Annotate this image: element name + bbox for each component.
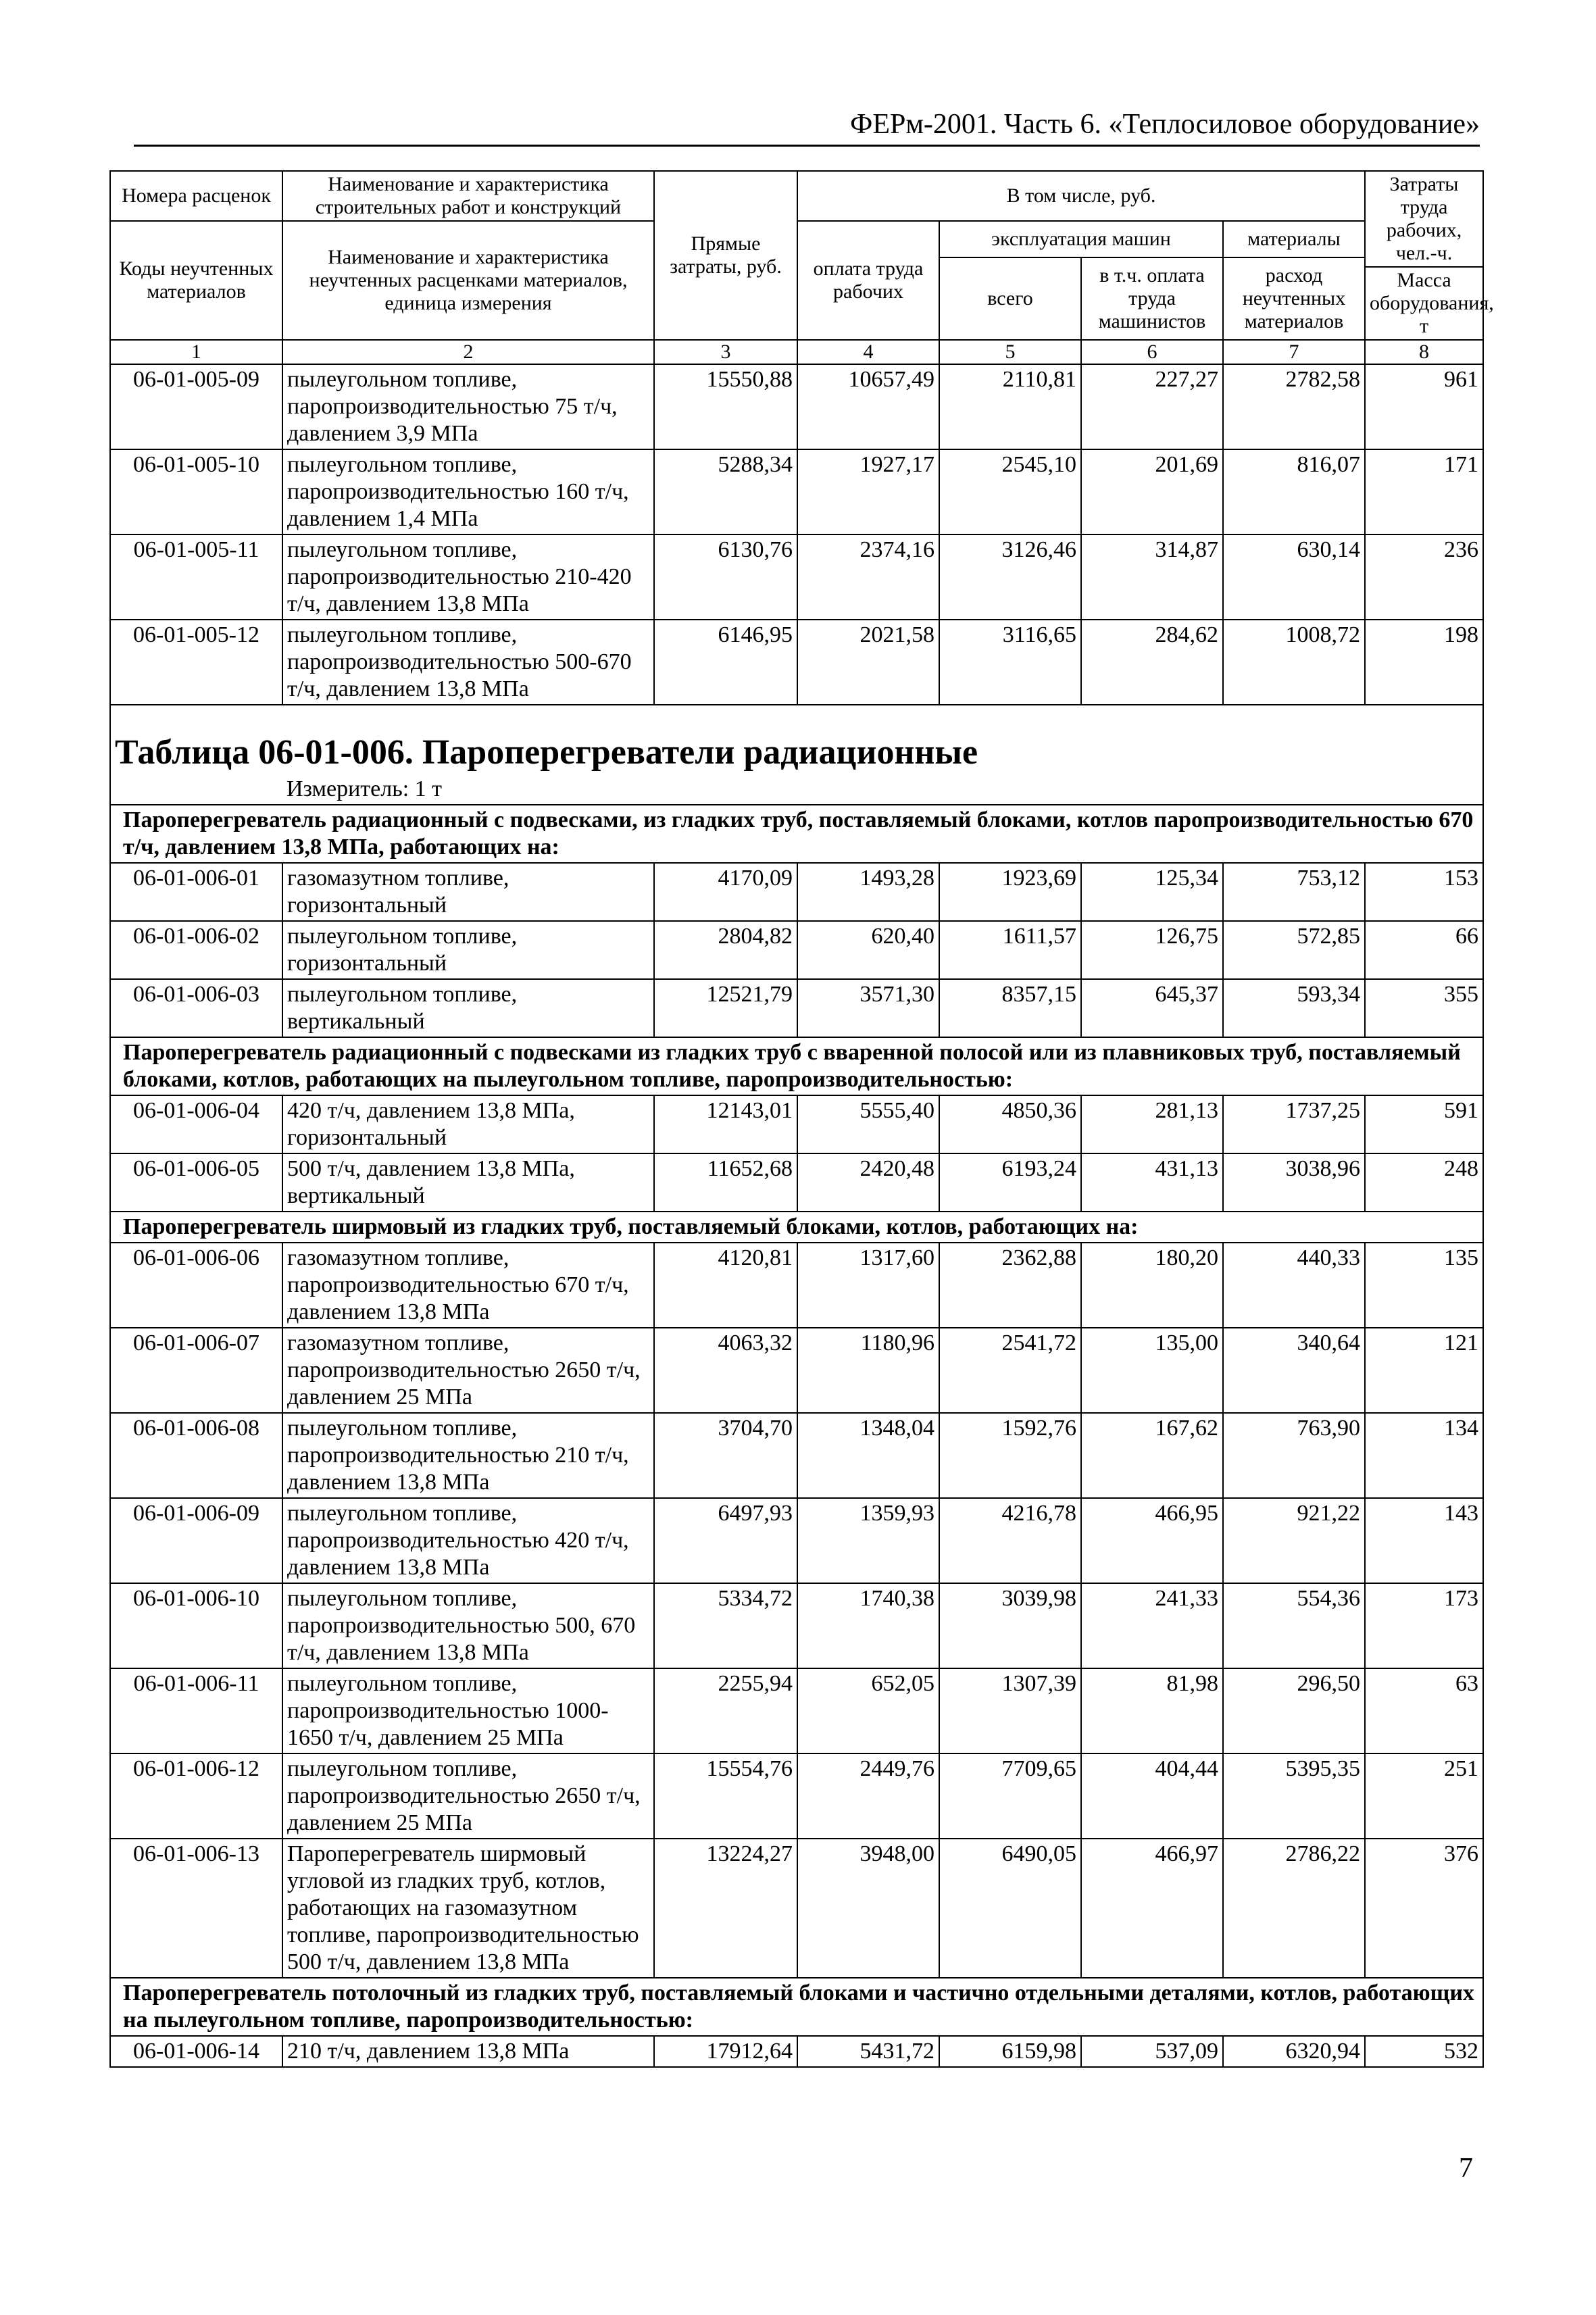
- machines-labor-cell: 135,00: [1081, 1328, 1223, 1413]
- work-name-cell: 420 т/ч, давлением 13,8 МПа, горизонтальный: [282, 1095, 654, 1153]
- group-heading: Пароперегреватель ширмовый из гладких труб, поставляемый блоками, котлов, работающих на:: [110, 1212, 1483, 1243]
- hdr-material-codes: Коды неучтенных материалов: [110, 221, 282, 340]
- labor-hours-cell: 66: [1365, 921, 1483, 979]
- rate-code-cell: 06-01-006-08: [110, 1413, 282, 1498]
- rate-code-cell: 06-01-005-11: [110, 534, 282, 620]
- labor-pay-cell: 3571,30: [797, 979, 939, 1037]
- machines-labor-cell: 466,97: [1081, 1839, 1223, 1978]
- table-row: [110, 1583, 1483, 1668]
- labor-hours-cell: 355: [1365, 979, 1483, 1037]
- rate-code-cell: 06-01-005-10: [110, 449, 282, 534]
- header-rule: [134, 145, 1480, 147]
- machines-labor-cell: 645,37: [1081, 979, 1223, 1037]
- table-row: [110, 863, 1483, 921]
- table-row: [110, 364, 1483, 449]
- table-row: [110, 1753, 1483, 1839]
- page-number: 7: [1459, 2153, 1473, 2184]
- col-number: 6: [1081, 340, 1223, 364]
- table-row: [110, 534, 1483, 620]
- hdr-materials-usage: расход неучтенных материалов: [1223, 257, 1365, 340]
- labor-pay-cell: 2374,16: [797, 534, 939, 620]
- direct-cost-cell: 4170,09: [654, 863, 797, 921]
- machines-labor-cell: 125,34: [1081, 863, 1223, 921]
- labor-hours-cell: 171: [1365, 449, 1483, 534]
- work-name-cell: пылеугольном топливе, паропроизводительностью 500-670 т/ч, давлением 13,8 МПа: [282, 620, 654, 705]
- materials-cell: 753,12: [1223, 863, 1365, 921]
- machines-total-cell: 1923,69: [939, 863, 1081, 921]
- hdr-including: В том числе, руб.: [797, 171, 1365, 221]
- table-header: [110, 171, 1494, 364]
- rate-code-cell: 06-01-006-10: [110, 1583, 282, 1668]
- direct-cost-cell: 15550,88: [654, 364, 797, 449]
- labor-hours-cell: 251: [1365, 1753, 1483, 1839]
- direct-cost-cell: 15554,76: [654, 1753, 797, 1839]
- materials-cell: 554,36: [1223, 1583, 1365, 1668]
- table-row: [110, 1413, 1483, 1498]
- materials-cell: 921,22: [1223, 1498, 1365, 1583]
- direct-cost-cell: 5334,72: [654, 1583, 797, 1668]
- direct-cost-cell: 4120,81: [654, 1243, 797, 1328]
- labor-pay-cell: 2420,48: [797, 1153, 939, 1212]
- labor-pay-cell: 2021,58: [797, 620, 939, 705]
- labor-pay-cell: 10657,49: [797, 364, 939, 449]
- machines-labor-cell: 81,98: [1081, 1668, 1223, 1753]
- labor-pay-cell: 5431,72: [797, 2036, 939, 2067]
- direct-cost-cell: 17912,64: [654, 2036, 797, 2067]
- col-number: 5: [939, 340, 1081, 364]
- rate-code-cell: 06-01-006-04: [110, 1095, 282, 1153]
- materials-cell: 3038,96: [1223, 1153, 1365, 1212]
- rate-code-cell: 06-01-005-12: [110, 620, 282, 705]
- materials-cell: 1008,72: [1223, 620, 1365, 705]
- rate-code-cell: 06-01-006-09: [110, 1498, 282, 1583]
- materials-cell: 440,33: [1223, 1243, 1365, 1328]
- materials-cell: 572,85: [1223, 921, 1365, 979]
- table-row: [110, 1498, 1483, 1583]
- machines-labor-cell: 281,13: [1081, 1095, 1223, 1153]
- machines-labor-cell: 180,20: [1081, 1243, 1223, 1328]
- work-name-cell: пылеугольном топливе, паропроизводительностью 160 т/ч, давлением 1,4 МПа: [282, 449, 654, 534]
- rate-code-cell: 06-01-006-02: [110, 921, 282, 979]
- machines-total-cell: 4216,78: [939, 1498, 1081, 1583]
- machines-total-cell: 3126,46: [939, 534, 1081, 620]
- labor-pay-cell: 2449,76: [797, 1753, 939, 1839]
- table2-group2: [110, 1037, 1483, 1212]
- group-heading: Пароперегреватель радиационный с подвесками из гладких труб с вваренной полосой или из плавниковых труб, поставляемый блоками, котлов, работающих на пылеугольном топливе, паропроизводительностью:: [110, 1037, 1483, 1095]
- direct-cost-cell: 11652,68: [654, 1153, 797, 1212]
- work-name-cell: пылеугольном топливе, паропроизводительностью 75 т/ч, давлением 3,9 МПа: [282, 364, 654, 449]
- machines-labor-cell: 404,44: [1081, 1753, 1223, 1839]
- machines-labor-cell: 241,33: [1081, 1583, 1223, 1668]
- table-row: [110, 921, 1483, 979]
- direct-cost-cell: 3704,70: [654, 1413, 797, 1498]
- rate-code-cell: 06-01-006-06: [110, 1243, 282, 1328]
- direct-cost-cell: 6497,93: [654, 1498, 797, 1583]
- labor-pay-cell: 1493,28: [797, 863, 939, 921]
- labor-pay-cell: 1927,17: [797, 449, 939, 534]
- materials-cell: 296,50: [1223, 1668, 1365, 1753]
- labor-hours-cell: 961: [1365, 364, 1483, 449]
- rates-table: [109, 170, 1494, 2068]
- labor-hours-cell: 143: [1365, 1498, 1483, 1583]
- work-name-cell: пылеугольном топливе, паропроизводительностью 500, 670 т/ч, давлением 13,8 МПа: [282, 1583, 654, 1668]
- table-row: [110, 979, 1483, 1037]
- table-row: [110, 1153, 1483, 1212]
- rate-code-cell: 06-01-006-14: [110, 2036, 282, 2067]
- machines-labor-cell: 227,27: [1081, 364, 1223, 449]
- work-name-cell: Пароперегреватель ширмовый угловой из гладких труб, котлов, работающих на газомазутном топливе, паропроизводительностью 500 т/ч, давлением 13,8 МПа: [282, 1839, 654, 1978]
- machines-total-cell: 3039,98: [939, 1583, 1081, 1668]
- rate-code-cell: 06-01-006-03: [110, 979, 282, 1037]
- table2-unit: Измеритель: 1 т: [110, 774, 1483, 805]
- direct-cost-cell: 4063,32: [654, 1328, 797, 1413]
- table-row: [110, 1328, 1483, 1413]
- materials-cell: 5395,35: [1223, 1753, 1365, 1839]
- work-name-cell: пылеугольном топливе, горизонтальный: [282, 921, 654, 979]
- machines-total-cell: 3116,65: [939, 620, 1081, 705]
- direct-cost-cell: 2255,94: [654, 1668, 797, 1753]
- col-number: 4: [797, 340, 939, 364]
- table-row: [110, 1839, 1483, 1978]
- labor-pay-cell: 5555,40: [797, 1095, 939, 1153]
- materials-cell: 630,14: [1223, 534, 1365, 620]
- table-row: [110, 1243, 1483, 1328]
- machines-total-cell: 2110,81: [939, 364, 1081, 449]
- direct-cost-cell: 6130,76: [654, 534, 797, 620]
- col-number: 8: [1365, 340, 1483, 364]
- hdr-rate-numbers: Номера расценок: [110, 171, 282, 221]
- labor-hours-cell: 532: [1365, 2036, 1483, 2067]
- hdr-equipment-mass: Масса оборудования, т: [1365, 267, 1483, 340]
- hdr-machines-labor: в т.ч. оплата труда машинистов: [1081, 257, 1223, 340]
- labor-hours-cell: 591: [1365, 1095, 1483, 1153]
- machines-total-cell: 1307,39: [939, 1668, 1081, 1753]
- machines-labor-cell: 314,87: [1081, 534, 1223, 620]
- rate-code-cell: 06-01-005-09: [110, 364, 282, 449]
- labor-pay-cell: 3948,00: [797, 1839, 939, 1978]
- labor-hours-cell: 173: [1365, 1583, 1483, 1668]
- labor-pay-cell: 1740,38: [797, 1583, 939, 1668]
- labor-hours-cell: 198: [1365, 620, 1483, 705]
- running-header: ФЕРм-2001. Часть 6. «Теплосиловое оборудование»: [850, 109, 1480, 140]
- machines-total-cell: 2545,10: [939, 449, 1081, 534]
- direct-cost-cell: 6146,95: [654, 620, 797, 705]
- labor-pay-cell: 1180,96: [797, 1328, 939, 1413]
- direct-cost-cell: 12143,01: [654, 1095, 797, 1153]
- table-row: [110, 449, 1483, 534]
- table-row: [110, 1095, 1483, 1153]
- machines-total-cell: 1592,76: [939, 1413, 1081, 1498]
- materials-cell: 2782,58: [1223, 364, 1365, 449]
- machines-total-cell: 2541,72: [939, 1328, 1081, 1413]
- rate-code-cell: 06-01-006-05: [110, 1153, 282, 1212]
- machines-total-cell: 8357,15: [939, 979, 1081, 1037]
- hdr-machines: эксплуатация машин: [939, 221, 1223, 257]
- work-name-cell: газомазутном топливе, паропроизводительностью 2650 т/ч, давлением 25 МПа: [282, 1328, 654, 1413]
- machines-total-cell: 7709,65: [939, 1753, 1081, 1839]
- table2-title: Таблица 06-01-006. Пароперегреватели радиационные: [110, 705, 1483, 774]
- table-row: [110, 2036, 1483, 2067]
- rate-code-cell: 06-01-006-12: [110, 1753, 282, 1839]
- labor-hours-cell: 236: [1365, 534, 1483, 620]
- materials-cell: 1737,25: [1223, 1095, 1365, 1153]
- table2-group1: [110, 805, 1483, 1037]
- table-row: [110, 1668, 1483, 1753]
- direct-cost-cell: 5288,34: [654, 449, 797, 534]
- col-number: 1: [110, 340, 282, 364]
- work-name-cell: пылеугольном топливе, паропроизводительностью 420 т/ч, давлением 13,8 МПа: [282, 1498, 654, 1583]
- machines-total-cell: 2362,88: [939, 1243, 1081, 1328]
- hdr-material-name: Наименование и характеристика неучтенных расценками материалов, единица измерения: [282, 221, 654, 340]
- machines-labor-cell: 431,13: [1081, 1153, 1223, 1212]
- work-name-cell: газомазутном топливе, паропроизводительностью 670 т/ч, давлением 13,8 МПа: [282, 1243, 654, 1328]
- table2-group4: [110, 1978, 1483, 2067]
- machines-labor-cell: 537,09: [1081, 2036, 1223, 2067]
- labor-pay-cell: 652,05: [797, 1668, 939, 1753]
- direct-cost-cell: 2804,82: [654, 921, 797, 979]
- machines-total-cell: 4850,36: [939, 1095, 1081, 1153]
- materials-cell: 2786,22: [1223, 1839, 1365, 1978]
- table2-group3: [110, 1212, 1483, 1978]
- rate-code-cell: 06-01-006-11: [110, 1668, 282, 1753]
- labor-pay-cell: 1359,93: [797, 1498, 939, 1583]
- hdr-direct-costs: Прямые затраты, руб.: [654, 171, 797, 340]
- materials-cell: 763,90: [1223, 1413, 1365, 1498]
- materials-cell: 593,34: [1223, 979, 1365, 1037]
- machines-total-cell: 6490,05: [939, 1839, 1081, 1978]
- work-name-cell: пылеугольном топливе, вертикальный: [282, 979, 654, 1037]
- machines-total-cell: 1611,57: [939, 921, 1081, 979]
- labor-pay-cell: 1317,60: [797, 1243, 939, 1328]
- labor-hours-cell: 248: [1365, 1153, 1483, 1212]
- work-name-cell: пылеугольном топливе, паропроизводительностью 1000-1650 т/ч, давлением 25 МПа: [282, 1668, 654, 1753]
- labor-hours-cell: 376: [1365, 1839, 1483, 1978]
- rate-code-cell: 06-01-006-01: [110, 863, 282, 921]
- work-name-cell: пылеугольном топливе, паропроизводительностью 210 т/ч, давлением 13,8 МПа: [282, 1413, 654, 1498]
- rate-code-cell: 06-01-006-07: [110, 1328, 282, 1413]
- work-name-cell: 500 т/ч, давлением 13,8 МПа, вертикальный: [282, 1153, 654, 1212]
- machines-labor-cell: 466,95: [1081, 1498, 1223, 1583]
- materials-cell: 6320,94: [1223, 2036, 1365, 2067]
- rate-code-cell: 06-01-006-13: [110, 1839, 282, 1978]
- work-name-cell: газомазутном топливе, горизонтальный: [282, 863, 654, 921]
- work-name-cell: 210 т/ч, давлением 13,8 МПа: [282, 2036, 654, 2067]
- materials-cell: 816,07: [1223, 449, 1365, 534]
- machines-labor-cell: 126,75: [1081, 921, 1223, 979]
- labor-hours-cell: 121: [1365, 1328, 1483, 1413]
- hdr-labor-pay: оплата труда рабочих: [797, 221, 939, 340]
- work-name-cell: пылеугольном топливе, паропроизводительностью 210-420 т/ч, давлением 13,8 МПа: [282, 534, 654, 620]
- machines-labor-cell: 167,62: [1081, 1413, 1223, 1498]
- machines-labor-cell: 284,62: [1081, 620, 1223, 705]
- machines-total-cell: 6193,24: [939, 1153, 1081, 1212]
- materials-cell: 340,64: [1223, 1328, 1365, 1413]
- table-row: [110, 620, 1483, 705]
- group-heading: Пароперегреватель радиационный с подвесками, из гладких труб, поставляемый блоками, котлов паропроизводительностью 670 т/ч, давлением 13,8 МПа, работающих на:: [110, 805, 1483, 863]
- group-heading: Пароперегреватель потолочный из гладких труб, поставляемый блоками и частично отдельными деталями, котлов, работающих на пылеугольном топливе, паропроизводительностью:: [110, 1978, 1483, 2036]
- table-body-top: [110, 364, 1483, 705]
- work-name-cell: пылеугольном топливе, паропроизводительностью 2650 т/ч, давлением 25 МПа: [282, 1753, 654, 1839]
- hdr-materials: материалы: [1223, 221, 1365, 257]
- hdr-machines-total: всего: [939, 257, 1081, 340]
- labor-hours-cell: 153: [1365, 863, 1483, 921]
- column-numbers-row: [110, 340, 1483, 364]
- col-number: 7: [1223, 340, 1365, 364]
- labor-hours-cell: 134: [1365, 1413, 1483, 1498]
- col-number: 3: [654, 340, 797, 364]
- labor-hours-cell: 135: [1365, 1243, 1483, 1328]
- labor-hours-cell: 63: [1365, 1668, 1483, 1753]
- machines-total-cell: 6159,98: [939, 2036, 1081, 2067]
- hdr-labor-cost: Затраты труда рабочих, чел.-ч.: [1365, 171, 1483, 267]
- table2-heading: [110, 705, 1483, 805]
- direct-cost-cell: 13224,27: [654, 1839, 797, 1978]
- labor-pay-cell: 620,40: [797, 921, 939, 979]
- direct-cost-cell: 12521,79: [654, 979, 797, 1037]
- labor-pay-cell: 1348,04: [797, 1413, 939, 1498]
- col-number: 2: [282, 340, 654, 364]
- hdr-work-name: Наименование и характеристика строительных работ и конструкций: [282, 171, 654, 221]
- machines-labor-cell: 201,69: [1081, 449, 1223, 534]
